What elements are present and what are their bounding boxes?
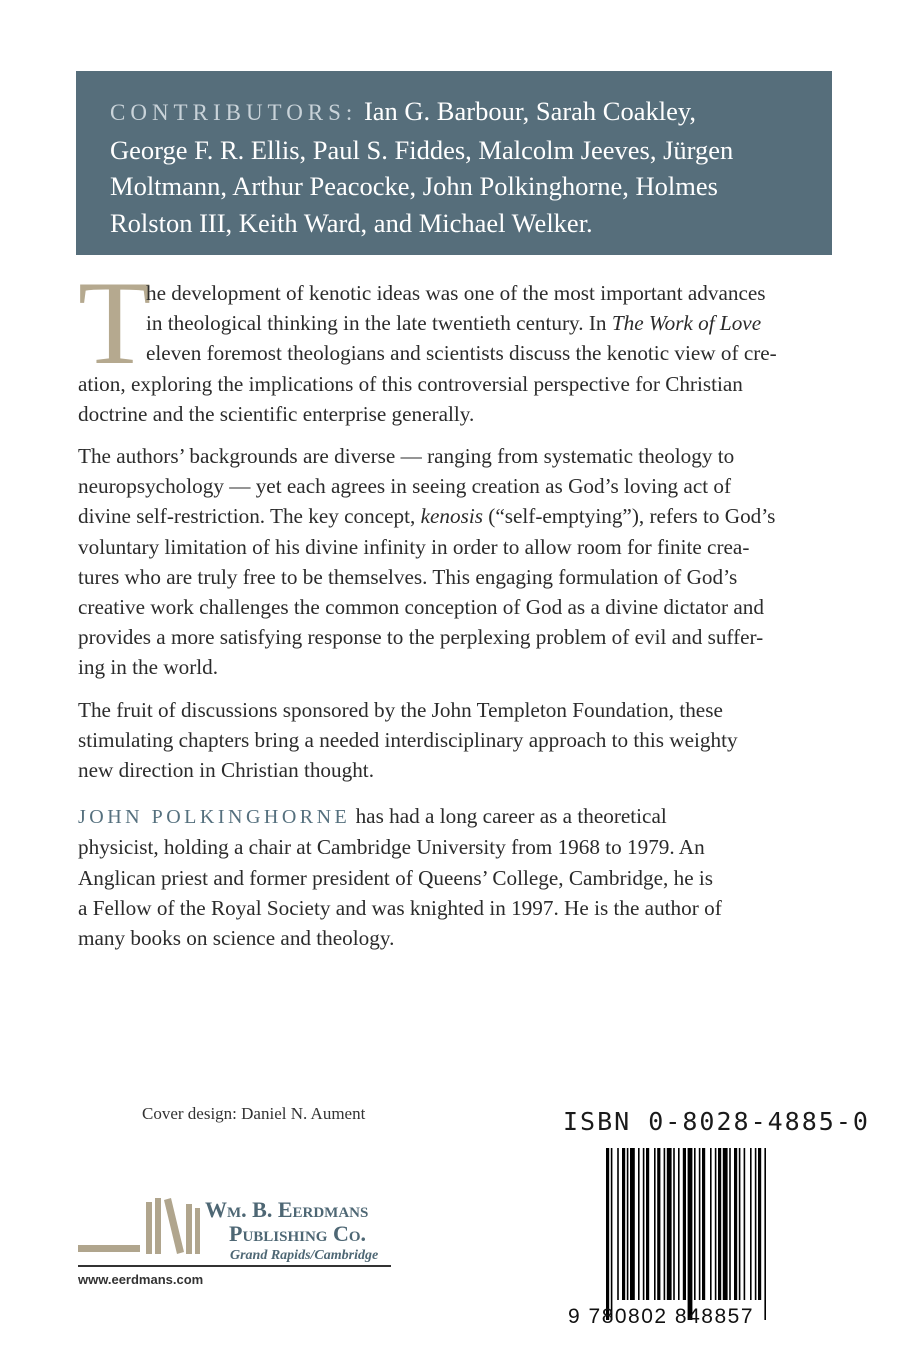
p3-line-3: new direction in Christian thought. <box>78 758 374 783</box>
p2-line-8: ing in the world. <box>78 655 219 680</box>
intro-line-1: he development of kenotic ideas was one of the most important advances <box>146 281 766 305</box>
p2-line-4: voluntary limitation of his divine infinity in order to allow room for finite crea- <box>78 534 750 559</box>
barcode-icon <box>592 1148 832 1326</box>
intro-paragraph <box>78 278 830 429</box>
intro-line-3: eleven foremost theologians and scientists discuss the kenotic view of cre- <box>146 341 777 366</box>
logo-underline <box>78 1265 391 1267</box>
drop-cap: T <box>78 256 152 389</box>
bio-line-3: Anglican priest and former president of Queens’ College, Cambridge, he is <box>78 865 714 890</box>
p2-line-1: The authors’ backgrounds are diverse — ranging from systematic theology to <box>78 444 735 469</box>
bio-line-5: many books on science and theology. <box>78 926 395 951</box>
contributors-label: CONTRIBUTORS: <box>110 100 358 125</box>
p2-line-7: provides a more satisfying response to the perplexing problem of evil and suffer- <box>78 625 764 650</box>
barcode-digits: 9 780802 848857 <box>568 1305 754 1328</box>
p2-line-3: divine self-restriction. The key concept, kenosis (“self-emptying”), refers to God’s <box>78 504 776 529</box>
paragraph-2 <box>78 441 830 683</box>
p3-line-2: stimulating chapters bring a needed interdisciplinary approach to this weighty <box>78 727 738 752</box>
author-bio <box>78 801 830 953</box>
contributors-line-4: Rolston III, Keith Ward, and Michael Welker. <box>110 207 593 238</box>
intro-line-4: ation, exploring the implications of this controversial perspective for Christian <box>78 371 743 396</box>
contributors-line-1: Ian G. Barbour, Sarah Coakley, <box>357 96 697 126</box>
p2-line-6: creative work challenges the common conception of God as a divine dictator and <box>78 595 764 620</box>
isbn: ISBN 0-8028-4885-0 <box>563 1107 870 1136</box>
cover-credit: Cover design: Daniel N. Aument <box>142 1104 366 1123</box>
p3-line-1: The fruit of discussions sponsored by the John Templeton Foundation, these <box>78 697 723 722</box>
publisher-url: www.eerdmans.com <box>78 1272 204 1287</box>
intro-line-2: in theological thinking in the late twentieth century. In The Work of Love <box>146 311 762 336</box>
author-name: JOHN POLKINGHORNE <box>78 806 351 829</box>
book-title: The Work of Love <box>611 311 762 336</box>
p2-line-2: neuropsychology — yet each agrees in seeing creation as God’s loving act of <box>78 474 732 499</box>
intro-line-5: doctrine and the scientific enterprise generally. <box>78 401 475 426</box>
contributors-box <box>76 71 832 255</box>
contributors-line-3: Moltmann, Arthur Peacocke, John Polkinghorne, Holmes <box>110 171 718 201</box>
bio-line-4: a Fellow of the Royal Society and was knighted in 1997. He is the author of <box>78 895 722 920</box>
publisher-name: Wm. B. Eerdmans Publishing Co. <box>205 1197 369 1246</box>
bio-line-2: physicist, holding a chair at Cambridge University from 1968 to 1979. An <box>78 835 705 860</box>
description <box>78 278 830 965</box>
bio-line-1: JOHN POLKINGHORNE has had a long career as a theoretical <box>78 804 667 829</box>
paragraph-3 <box>78 695 830 786</box>
publisher-location: Grand Rapids/Cambridge <box>230 1248 379 1263</box>
kenosis-term: kenosis <box>420 504 483 529</box>
contributors-line-2: George F. R. Ellis, Paul S. Fiddes, Malcolm Jeeves, Jürgen <box>110 134 734 165</box>
p2-line-5: tures who are truly free to be themselves. This engaging formulation of God’s <box>78 564 738 589</box>
